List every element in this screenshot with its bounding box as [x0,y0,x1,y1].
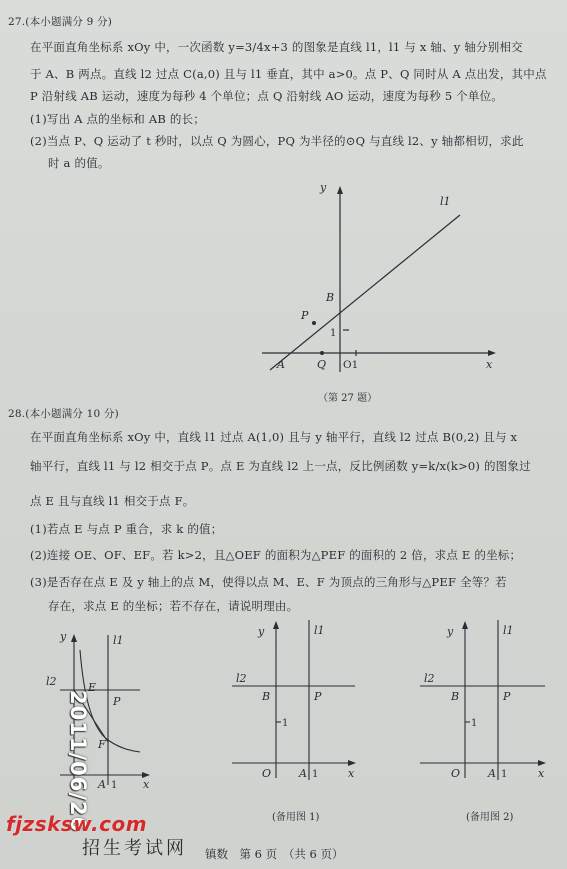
q28c-label-1y: 1 [471,718,478,729]
q27-label-a: A [277,358,285,371]
q28-part1: (1)若点 E 与点 P 重合，求 k 的值； [30,522,223,536]
q27-label-q: Q [317,358,327,371]
q27-label-x: x [486,358,493,371]
q28-backup-1-caption: (备用图 1) [272,812,320,823]
q28-line3: 点 E 且与直线 l1 相交于点 F。 [30,494,195,508]
q27-header: 27.(本小题满分 9 分) [8,16,113,28]
q28-backup-2-caption: (备用图 2) [466,812,514,823]
q28b-label-1x: 1 [312,769,319,780]
watermark-site: fjzsksw.com [6,812,148,836]
q28a-label-1: 1 [111,780,118,791]
q28b-label-x: x [348,767,355,780]
q28c-y-arrow [462,621,468,629]
q28c-label-y: y [447,625,454,638]
q28b-label-o: O [262,767,272,780]
q28a-label-p: P [113,695,121,708]
q27-part1: (1)写出 A 点的坐标和 AB 的长； [30,112,205,126]
q28-part2: (2)连接 OE、OF、EF。若 k>2，且△OEF 的面积为△PEF 的面积的 2 倍，求点 E 的坐标； [30,548,522,562]
q28a-label-x: x [143,778,150,791]
q28a-label-a: A [98,778,106,791]
q28-header: 28.(本小题满分 10 分) [8,408,119,420]
q27-label-y: y [320,181,327,194]
q28c-label-b: B [451,690,460,703]
q27-part2a: (2)当点 P、Q 运动了 t 秒时，以点 Q 为圆心，PQ 为半径的⊙Q 与直线 l2、y 轴都相切，求此 [30,134,524,148]
q27-line2: 于 A、B 两点。直线 l2 过点 C(a,0) 且与 l1 垂直，其中 a>0。点 P、Q 同时从 A 点出发，其中点 [30,67,547,81]
q28b-label-b: B [262,690,271,703]
q28c-label-l2: l2 [424,672,435,685]
date-stamp: 2011/06/26 [66,690,90,833]
q28b-label-y: y [258,625,265,638]
q28c-x-arrow [538,760,546,766]
q27-label-o1: O1 [343,359,359,371]
q28a-label-l2: l2 [46,675,57,688]
q28c-label-o: O [451,767,461,780]
q28b-label-a: A [299,767,307,780]
q28a-label-e: E [88,681,97,694]
q28a-label-f: F [98,738,106,751]
q28b-label-l2: l2 [236,672,247,685]
watermark-name: 招生考试网 [82,838,187,859]
q27-line1: 在平面直角坐标系 xOy 中，一次函数 y=3/4x+3 的图象是直线 l1，l1 与 x 轴、y 轴分别相交 [30,40,523,54]
q28a-label-y: y [60,630,67,643]
q27-label-1: 1 [330,328,337,339]
q28c-label-x: x [538,767,545,780]
q28a-label-l1: l1 [113,634,124,647]
q28-part3b: 存在，求点 E 的坐标；若不存在，请说明理由。 [48,599,299,613]
q28-line1: 在平面直角坐标系 xOy 中，直线 l1 过点 A(1,0) 且与 y 轴平行，直线 l2 过点 B(0,2) 且与 x [30,430,518,444]
q27-label-l1: l1 [440,195,451,208]
q28b-label-l1: l1 [314,624,325,637]
q28b-label-p: P [314,690,322,703]
q27-part2b: 时 a 的值。 [48,156,110,170]
q28b-label-1y: 1 [282,718,289,729]
q28-line2: 轴平行，直线 l1 与 l2 相交于点 P。点 E 为直线 l2 上一点，反比例函数 y=k/x(k>0) 的图象过 [30,459,531,473]
page-footer: 镇数 第 6 页 （共 6 页） [205,847,344,861]
q27-label-p: P [301,309,309,322]
q27-caption: （第 27 题） [318,393,378,404]
q28c-label-p: P [503,690,511,703]
q27-line3: P 沿射线 AB 运动，速度为每秒 4 个单位；点 Q 沿射线 AO 运动，速度为每秒 5 个单位。 [30,89,503,103]
q28c-label-l1: l1 [503,624,514,637]
q28-part3a: (3)是否存在点 E 及 y 轴上的点 M，使得以点 M、E、F 为顶点的三角形与△PEF 全等？若 [30,575,507,589]
q27-label-b: B [326,291,335,304]
q28c-label-a: A [488,767,496,780]
q28c-label-1x: 1 [501,769,508,780]
